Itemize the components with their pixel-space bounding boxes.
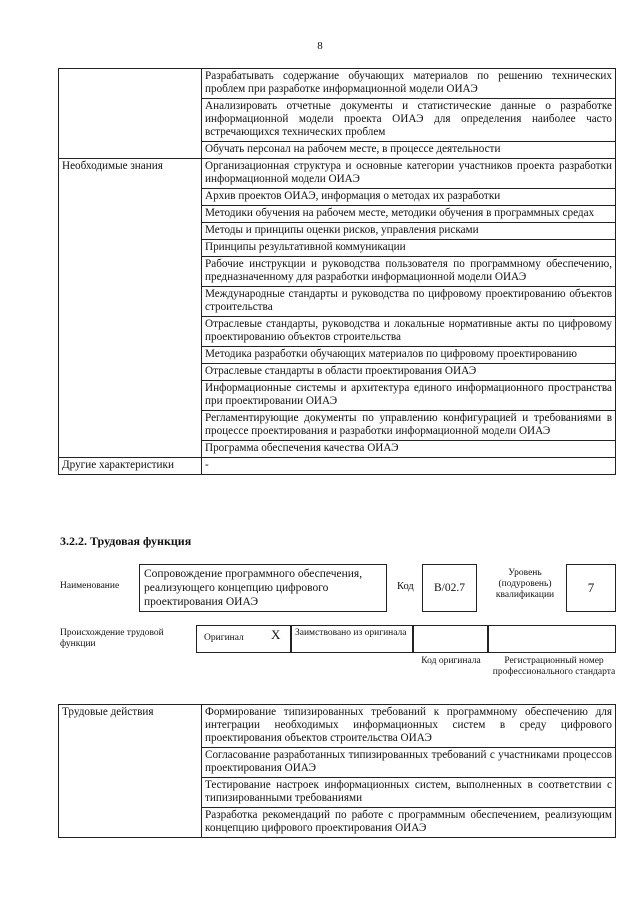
table-row (59, 705, 616, 748)
table-cell: Формирование типизированных требований к программному обеспечению для интеграции необходимых информационных систем в среду цифрового проектирования объектов строительства ОИАЭ (202, 705, 616, 748)
table-cell: Методы и принципы оценки рисков, управления рисками (202, 223, 616, 240)
table-cell: Отраслевые стандарты, руководства и локальные нормативные акты по цифровому проектированию объектов строительства (202, 317, 616, 347)
page-number: 8 (317, 40, 323, 52)
row-label-cell (59, 69, 202, 159)
section-heading: 3.2.2. Трудовая функция (60, 534, 192, 548)
table-cell: Архив проектов ОИАЭ, информация о методах их разработки (202, 189, 616, 206)
code-value-box: B/02.7 (422, 564, 477, 612)
origin-divider (487, 625, 489, 653)
table-row (59, 69, 616, 99)
origin-label: Происхождение трудовой функции (60, 628, 164, 649)
table-cell: Программа обеспечения качества ОИАЭ (202, 441, 616, 458)
row-label-other: Другие характеристики (59, 458, 202, 475)
table-cell: Методика разработки обучающих материалов по цифровому проектированию (202, 347, 616, 364)
table-cell: Анализировать отчетные документы и статистические данные о разработке информационной модели проекта ОИАЭ для определения наиболее часто встречающихся технических проблем (202, 99, 616, 142)
table-cell: Международные стандарты и руководства по цифровому проектированию объектов строительства (202, 287, 616, 317)
table-cell: Информационные системы и архитектура единого информационного пространства при проектировании ОИАЭ (202, 381, 616, 411)
origin-divider (290, 625, 292, 653)
level-label: Уровень (подуровень) квалификации (495, 568, 555, 600)
labor-actions-table (58, 704, 616, 838)
name-label: Наименование (60, 581, 120, 591)
table-cell: Согласование разработанных типизированных требований с участниками процессов проектирования ОИАЭ (202, 748, 616, 778)
table-cell: Тестирование настроек информационных систем, выполненных в соответствии с типизированными требованиями (202, 778, 616, 808)
table-cell: Разрабатывать содержание обучающих материалов по решению технических проблем при разработке информационной модели ОИАЭ (202, 69, 616, 99)
level-value-box: 7 (566, 564, 616, 612)
origin-divider (412, 625, 414, 653)
table-cell: Регламентирующие документы по управлению конфигурацией и требованиями в процессе проектирования и разработки информационной модели ОИАЭ (202, 411, 616, 441)
table-cell: Принципы результативной коммуникации (202, 240, 616, 257)
borrowed-label: Заимствовано из оригинала (295, 628, 407, 638)
table-cell: - (202, 458, 616, 475)
table-cell: Организационная структура и основные категории участников проекта разработки информационной модели ОИАЭ (202, 159, 616, 189)
row-label-actions: Трудовые действия (59, 705, 202, 838)
original-label: Оригинал (204, 633, 244, 643)
table-row (59, 458, 616, 475)
table-cell: Рабочие инструкции и руководства пользователя по программному обеспечению, предназначенному для разработки информационной модели ОИАЭ (202, 257, 616, 287)
code-label: Код (397, 581, 414, 592)
table-cell: Методики обучения на рабочем месте, методики обучения в программных средах (202, 206, 616, 223)
reg-caption: Регистрационный номер профессионального стандарта (492, 656, 616, 677)
function-name-box: Сопровождение программного обеспечения, реализующего концепцию цифрового проектирования ОИАЭ (139, 564, 387, 612)
table-cell: Обучать персонал на рабочем месте, в процессе деятельности (202, 142, 616, 159)
table-cell: Разработка рекомендаций по работе с программным обеспечением, реализующим концепцию цифрового проектирования ОИАЭ (202, 808, 616, 838)
code-caption: Код оригинала (421, 656, 481, 666)
table-cell: Отраслевые стандарты в области проектирования ОИАЭ (202, 364, 616, 381)
row-label-knowledge: Необходимые знания (59, 159, 202, 458)
knowledge-table (58, 68, 616, 475)
original-mark: X (271, 627, 281, 642)
table-row (59, 159, 616, 189)
